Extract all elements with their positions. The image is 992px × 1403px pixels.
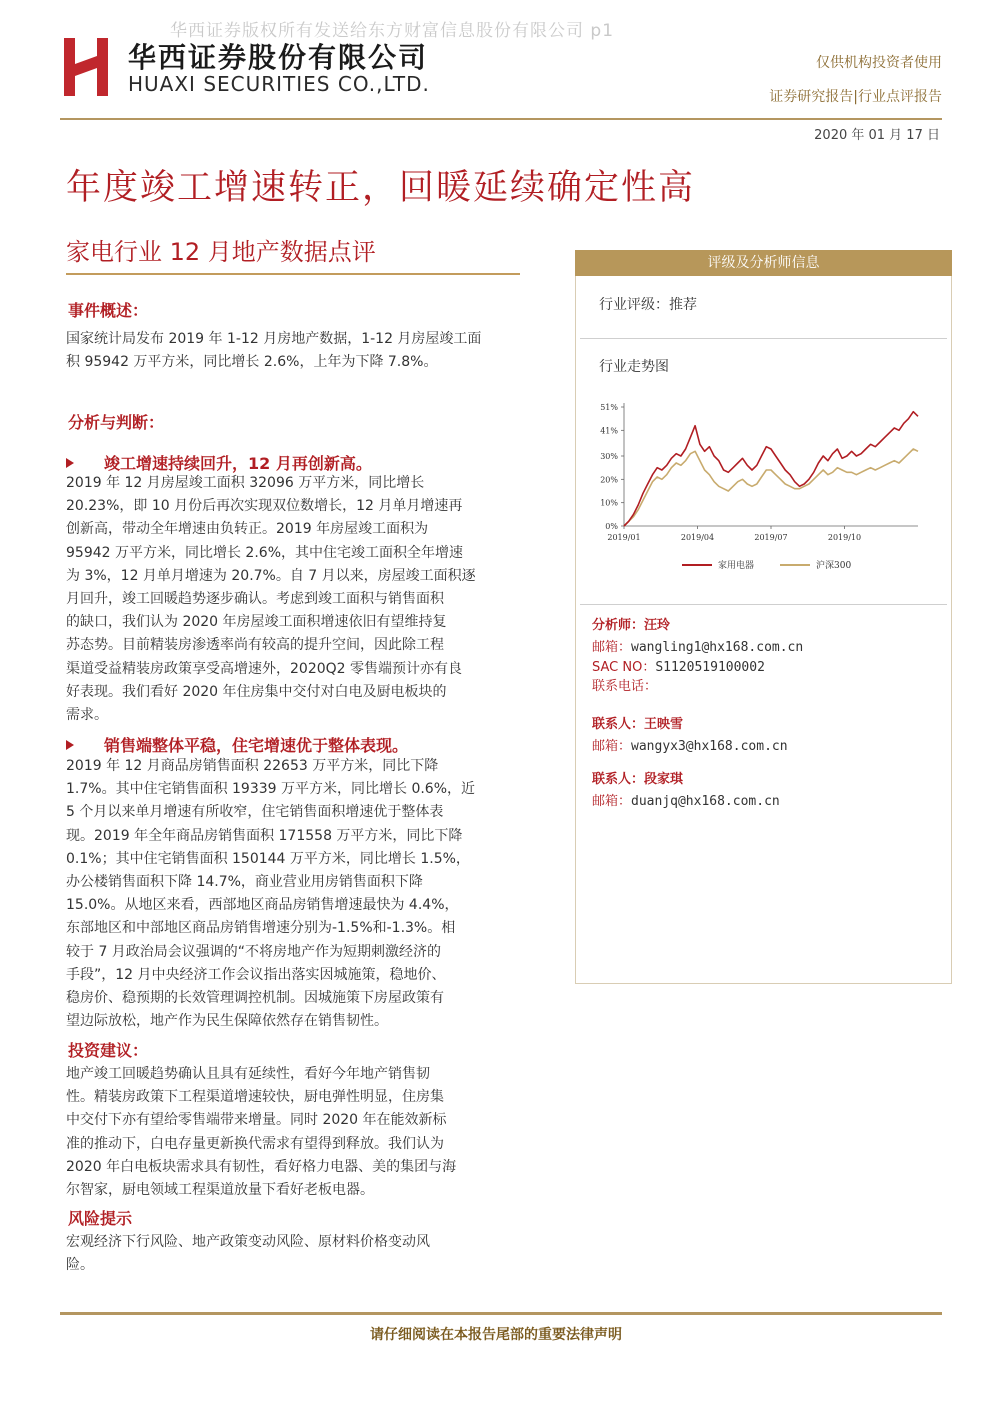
text-line: 积 95942 万平方米，同比增长 2.6%，上年为下降 7.8%。 bbox=[66, 354, 438, 371]
event-body bbox=[66, 328, 542, 374]
report-date: 2020 年 01 月 17 日 bbox=[814, 128, 940, 143]
contact2-email[interactable]: duanjq@hx168.com.cn bbox=[631, 794, 780, 809]
audience-label: 仅供机构投资者使用 bbox=[816, 55, 942, 71]
email-label: 邮箱： bbox=[592, 739, 632, 754]
report-type-label: 证券研究报告|行业点评报告 bbox=[769, 89, 942, 105]
phone-label: 联系电话： bbox=[592, 679, 658, 694]
analyst-name: 分析师：汪玲 bbox=[592, 618, 671, 633]
sales-body bbox=[66, 755, 542, 1033]
subtitle-underline bbox=[66, 273, 520, 275]
analyst-sac-row bbox=[592, 656, 765, 675]
text-line: 月回升，竣工回暖趋势逐步确认。考虑到竣工面积与销售面积 bbox=[66, 591, 444, 608]
bullet-triangle-icon bbox=[66, 740, 74, 750]
industry-rating: 行业评级：推荐 bbox=[599, 297, 697, 313]
text-line: 的缺口，我们认为 2020 年房屋竣工面积增速依旧有望维持复 bbox=[66, 614, 447, 631]
analyst-email[interactable]: wangling1@hx168.com.cn bbox=[631, 640, 804, 655]
text-line: 办公楼销售面积下降 14.7%，商业营业用房销售面积下降 bbox=[66, 874, 423, 891]
y-tick-label: 51% bbox=[600, 403, 618, 412]
panel-title: 评级及分析师信息 bbox=[575, 250, 952, 276]
text-line: 0.1%；其中住宅销售面积 150144 万平方米，同比增长 1.5%， bbox=[66, 850, 470, 867]
text-line: 为 3%，12 月单月增速为 20.7%。自 7 月以来，房屋竣工面积逐 bbox=[66, 567, 476, 584]
contact1-email[interactable]: wangyx3@hx168.com.cn bbox=[631, 739, 788, 754]
trend-chart-title: 行业走势图 bbox=[599, 359, 669, 375]
text-line: 创新高，带动全年增速由负转正。2019 年房屋竣工面积为 bbox=[66, 521, 429, 538]
footer-divider bbox=[60, 1312, 942, 1315]
x-tick-label: 2019/10 bbox=[827, 533, 862, 542]
text-line: 宏观经济下行风险、地产政策变动风险、原材料价格变动风 bbox=[66, 1234, 430, 1250]
email-label: 邮箱： bbox=[592, 794, 632, 809]
bullet-heading-text: 竣工增速持续回升，12 月再创新高。 bbox=[104, 454, 372, 473]
text-line: 尔智家，厨电领域工程渠道放量下看好老板电器。 bbox=[66, 1182, 374, 1199]
completion-body bbox=[66, 472, 542, 727]
sac-label: SAC NO： bbox=[592, 660, 656, 675]
section-heading-analysis: 分析与判断： bbox=[68, 413, 165, 432]
analyst-phone-row bbox=[592, 675, 657, 694]
text-line: 需求。 bbox=[66, 707, 108, 724]
bullet-heading-text: 销售端整体平稳，住宅增速优于整体表现。 bbox=[104, 736, 409, 755]
text-line: 1.7%。其中住宅销售面积 19339 万平方米，同比增长 0.6%，近 bbox=[66, 781, 476, 798]
legend-label-home-appliance: 家用电器 bbox=[718, 561, 755, 571]
y-tick-label: 10% bbox=[600, 498, 618, 508]
panel-divider bbox=[580, 338, 947, 339]
contact-name-2: 联系人：段家琪 bbox=[592, 772, 684, 787]
text-line: 20.23%，即 10 月份后再次实现双位数增长，12 月单月增速再 bbox=[66, 498, 463, 515]
industry-trend-chart bbox=[590, 395, 930, 580]
report-title: 年度竣工增速转正，回暖延续确定性高 bbox=[66, 168, 696, 208]
email-label: 邮箱： bbox=[592, 640, 632, 655]
risk-body bbox=[66, 1231, 542, 1277]
y-tick-label: 30% bbox=[600, 452, 618, 461]
contact2-email-row bbox=[592, 790, 780, 809]
text-line: 渠道受益精装房政策享受高增速外，2020Q2 零售端预计亦有良 bbox=[66, 660, 463, 677]
report-subtitle: 家电行业 12 月地产数据点评 bbox=[66, 238, 376, 266]
y-tick-label: 0% bbox=[605, 522, 618, 531]
bullet-triangle-icon bbox=[66, 458, 74, 468]
text-line: 苏态势。目前精装房渗透率尚有较高的提升空间，因此除工程 bbox=[66, 637, 444, 654]
x-tick-label: 2019/04 bbox=[680, 533, 715, 542]
text-line: 险。 bbox=[66, 1257, 94, 1274]
text-line: 手段”，12 月中央经济工作会议指出落实因城施策，稳地价、 bbox=[66, 966, 446, 983]
section-heading-event: 事件概述： bbox=[68, 301, 149, 320]
section-heading-invest: 投资建议： bbox=[68, 1041, 149, 1060]
x-tick-label: 2019/07 bbox=[754, 533, 788, 542]
text-line: 东部地区和中部地区商品房销售增速分别为-1.5%和-1.3%。相 bbox=[66, 920, 456, 937]
text-line: 2019 年 12 月商品房销售面积 22653 万平方米，同比下降 bbox=[66, 758, 439, 774]
company-name-en: HUAXI SECURITIES CO.,LTD. bbox=[128, 72, 430, 96]
invest-body bbox=[66, 1063, 542, 1202]
bullet-heading-completion bbox=[66, 451, 372, 474]
text-line: 望边际放松，地产作为民生保障依然存在销售韧性。 bbox=[66, 1013, 388, 1030]
text-line: 国家统计局发布 2019 年 1-12 月房地产数据，1-12 月房屋竣工面 bbox=[66, 331, 482, 347]
series-line-csi300 bbox=[624, 449, 918, 526]
text-line: 5 个月以来单月增速有所收窄，住宅销售面积增速优于整体表 bbox=[66, 804, 444, 821]
text-line: 95942 万平方米，同比增长 2.6%，其中住宅竣工面积全年增速 bbox=[66, 544, 464, 561]
contact-name-1: 联系人：王映雪 bbox=[592, 717, 684, 732]
section-heading-risk: 风险提示 bbox=[68, 1209, 133, 1228]
header-divider bbox=[60, 118, 942, 120]
legal-notice: 请仔细阅读在本报告尾部的重要法律声明 bbox=[370, 1327, 622, 1343]
text-line: 15.0%。从地区来看，西部地区商品房销售增速最快为 4.4%， bbox=[66, 897, 459, 914]
analyst-email-row bbox=[592, 636, 803, 655]
text-line: 2020 年白电板块需求具有韧性，看好格力电器、美的集团与海 bbox=[66, 1158, 457, 1175]
contact1-email-row bbox=[592, 735, 788, 754]
x-tick-label: 2019/01 bbox=[607, 533, 641, 542]
text-line: 中交付下亦有望给零售端带来增量。同时 2020 年在能效新标 bbox=[66, 1112, 447, 1129]
panel-divider bbox=[580, 604, 947, 605]
text-line: 现。2019 年全年商品房销售面积 171558 万平方米，同比下降 bbox=[66, 827, 463, 844]
text-line: 性。精装房政策下工程渠道增速较快，厨电弹性明显，住房集 bbox=[66, 1089, 444, 1106]
text-line: 地产竣工回暖趋势确认且具有延续性，看好今年地产销售韧 bbox=[66, 1066, 430, 1082]
company-name-cn: 华西证券股份有限公司 bbox=[128, 41, 429, 74]
text-line: 稳房价、稳预期的长效管理调控机制。因城施策下房屋政策有 bbox=[66, 990, 444, 1007]
y-tick-label: 41% bbox=[600, 426, 618, 436]
analyst-sac: S1120519100002 bbox=[655, 660, 765, 675]
company-logo-icon bbox=[64, 38, 108, 96]
text-line: 较于 7 月政治局会议强调的“不将房地产作为短期刺激经济的 bbox=[66, 943, 442, 960]
bullet-heading-sales bbox=[66, 733, 408, 756]
y-tick-label: 20% bbox=[600, 475, 618, 485]
text-line: 好表现。我们看好 2020 年住房集中交付对白电及厨电板块的 bbox=[66, 683, 447, 700]
text-line: 2019 年 12 月房屋竣工面积 32096 万平方米，同比增长 bbox=[66, 475, 425, 491]
legend-label-csi300: 沪深300 bbox=[816, 561, 852, 571]
watermark: 华西证券版权所有发送给东方财富信息股份有限公司 p1 bbox=[170, 21, 615, 41]
text-line: 准的推动下，白电存量更新换代需求有望得到释放。我们认为 bbox=[66, 1135, 444, 1152]
